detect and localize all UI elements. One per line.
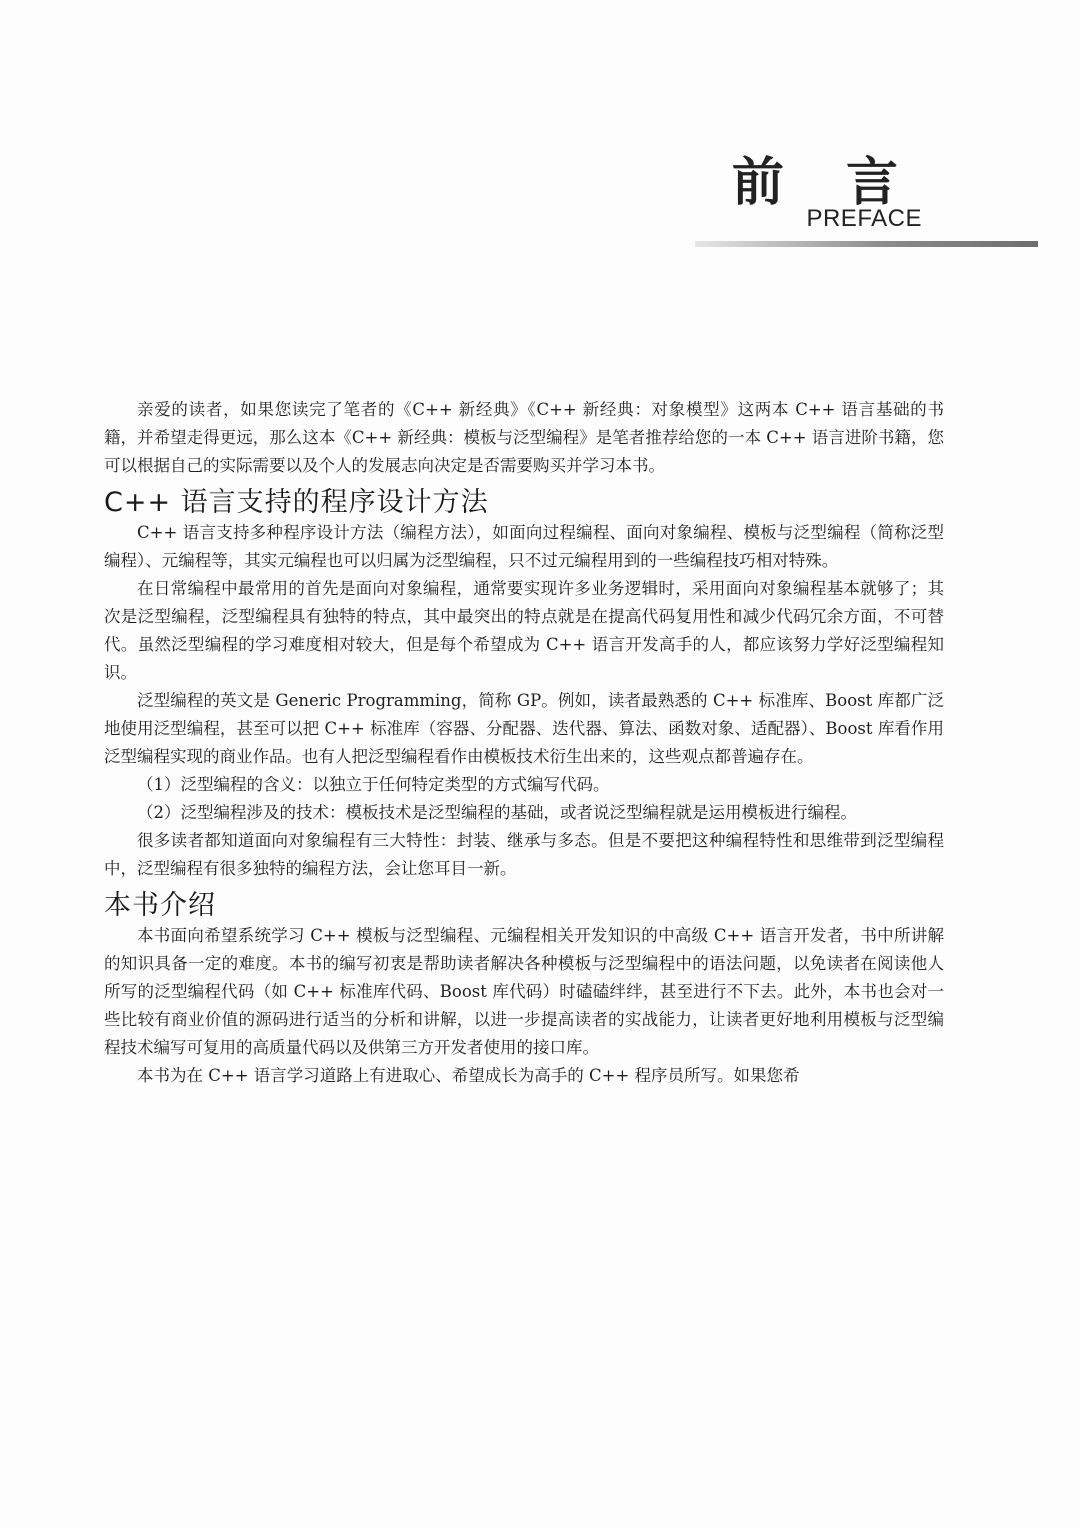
intro-paragraph: 亲爱的读者，如果您读完了笔者的《C++ 新经典》《C++ 新经典：对象模型》这两本 C++ 语言基础的书籍，并希望走得更远，那么这本《C++ 新经典：模板与泛型编程》是笔者推荐给您的一本 C++ 语言进阶书籍，您可以根据自己的实际需要以及个人的发展志向决定是否需要购买并学习本书。 bbox=[104, 400, 944, 475]
paragraph: C++ 语言支持多种程序设计方法（编程方法），如面向过程编程、面向对象编程、模板与泛型编程（简称泛型编程）、元编程等，其实元编程也可以归属为泛型编程，只不过元编程用到的一些编程技巧相对特殊。 bbox=[104, 523, 944, 570]
paragraph: 很多读者都知道面向对象编程有三大特性：封装、继承与多态。但是不要把这种编程特性和思维带到泛型编程中，泛型编程有很多独特的编程方法，会让您耳目一新。 bbox=[104, 831, 944, 878]
body-text bbox=[104, 396, 944, 1090]
section-heading-book-intro: 本书介绍 bbox=[104, 890, 216, 921]
title-divider bbox=[695, 241, 1038, 247]
paragraph: 本书面向希望系统学习 C++ 模板与泛型编程、元编程相关开发知识的中高级 C++ 语言开发者，书中所讲解的知识具备一定的难度。本书的编写初衷是帮助读者解决各种模板与泛型编程中的语法问题，以免读者在阅读他人所写的泛型编程代码（如 C++ 标准库代码、Boost 库代码）时磕磕绊绊，甚至进行不下去。此外，本书也会对一些比较有商业价值的源码进行适当的分析和讲解，以进一步提高读者的实战能力，让读者更好地利用模板与泛型编程技术编写可复用的高质量代码以及供第三方开发者使用的接口库。 bbox=[104, 926, 944, 1057]
list-item-2: （2）泛型编程涉及的技术：模板技术是泛型编程的基础，或者说泛型编程就是运用模板进行编程。 bbox=[137, 803, 857, 822]
chapter-title: 前 言 bbox=[731, 153, 920, 213]
section-heading-methods: C++ 语言支持的程序设计方法 bbox=[104, 487, 489, 518]
paragraph: 在日常编程中最常用的首先是面向对象编程，通常要实现许多业务逻辑时，采用面向对象编程基本就够了；其次是泛型编程，泛型编程具有独特的特点，其中最突出的特点就是在提高代码复用性和减少代码冗余方面，不可替代。虽然泛型编程的学习难度相对较大，但是每个希望成为 C++ 语言开发高手的人，都应该努力学好泛型编程知识。 bbox=[104, 579, 944, 682]
paragraph: 本书为在 C++ 语言学习道路上有进取心、希望成长为高手的 C++ 程序员所写。如果您希 bbox=[137, 1066, 800, 1085]
paragraph: 泛型编程的英文是 Generic Programming，简称 GP。例如，读者最熟悉的 C++ 标准库、Boost 库都广泛地使用泛型编程，甚至可以把 C++ 标准库（容器、分配器、迭代器、算法、函数对象、适配器）、Boost 库看作用泛型编程实现的商业作品。也有人把泛型编程看作由模板技术衍生出来的，这些观点都普遍存在。 bbox=[104, 691, 944, 766]
chapter-subtitle: PREFACE bbox=[806, 205, 922, 232]
list-item-1: （1）泛型编程的含义：以独立于任何特定类型的方式编写代码。 bbox=[137, 775, 610, 794]
